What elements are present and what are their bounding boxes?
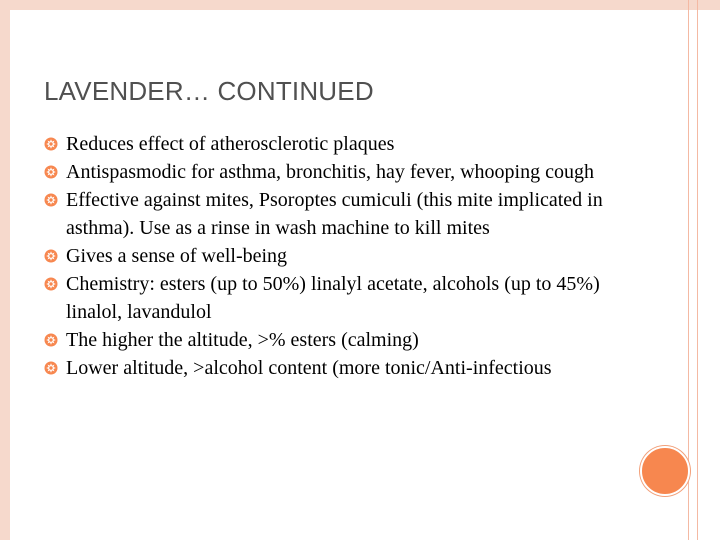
slide-title: LAVENDER… CONTINUED [44, 76, 374, 106]
bullet-item [44, 354, 634, 382]
bullet-item [44, 130, 634, 158]
frame-left-band [0, 0, 10, 540]
gear-flower-icon [44, 277, 58, 291]
gear-flower-icon [44, 249, 58, 263]
gear-flower-icon [44, 333, 58, 347]
frame-top-band [0, 0, 720, 10]
bullet-item [44, 270, 634, 326]
vertical-rule [688, 0, 689, 540]
bullet-item [44, 242, 634, 270]
bullet-text: Lower altitude, >alcohol content (more tonic/Anti-infectious [66, 357, 552, 379]
gear-flower-icon [44, 361, 58, 375]
accent-circle [640, 446, 690, 496]
gear-flower-icon [44, 165, 58, 179]
bullet-text: Gives a sense of well-being [66, 245, 288, 267]
bullet-text: Reduces effect of atherosclerotic plaques [66, 133, 395, 155]
bullet-text: Effective against mites, Psoroptes cumiculi (this mite implicated in asthma). Use as a rinse in wash machine to kill mites [66, 189, 603, 239]
gear-flower-icon [44, 193, 58, 207]
bullet-text: Antispasmodic for asthma, bronchitis, hay fever, whooping cough [66, 161, 594, 183]
bullet-list [44, 130, 634, 382]
bullet-item [44, 158, 634, 186]
gear-flower-icon [44, 137, 58, 151]
bullet-item [44, 326, 634, 354]
bullet-text: Chemistry: esters (up to 50%) linalyl acetate, alcohols (up to 45%) linalol, lavandulol [66, 273, 600, 323]
bullet-text: The higher the altitude, >% esters (calming) [66, 329, 419, 351]
vertical-rule [697, 0, 698, 540]
bullet-item [44, 186, 634, 242]
